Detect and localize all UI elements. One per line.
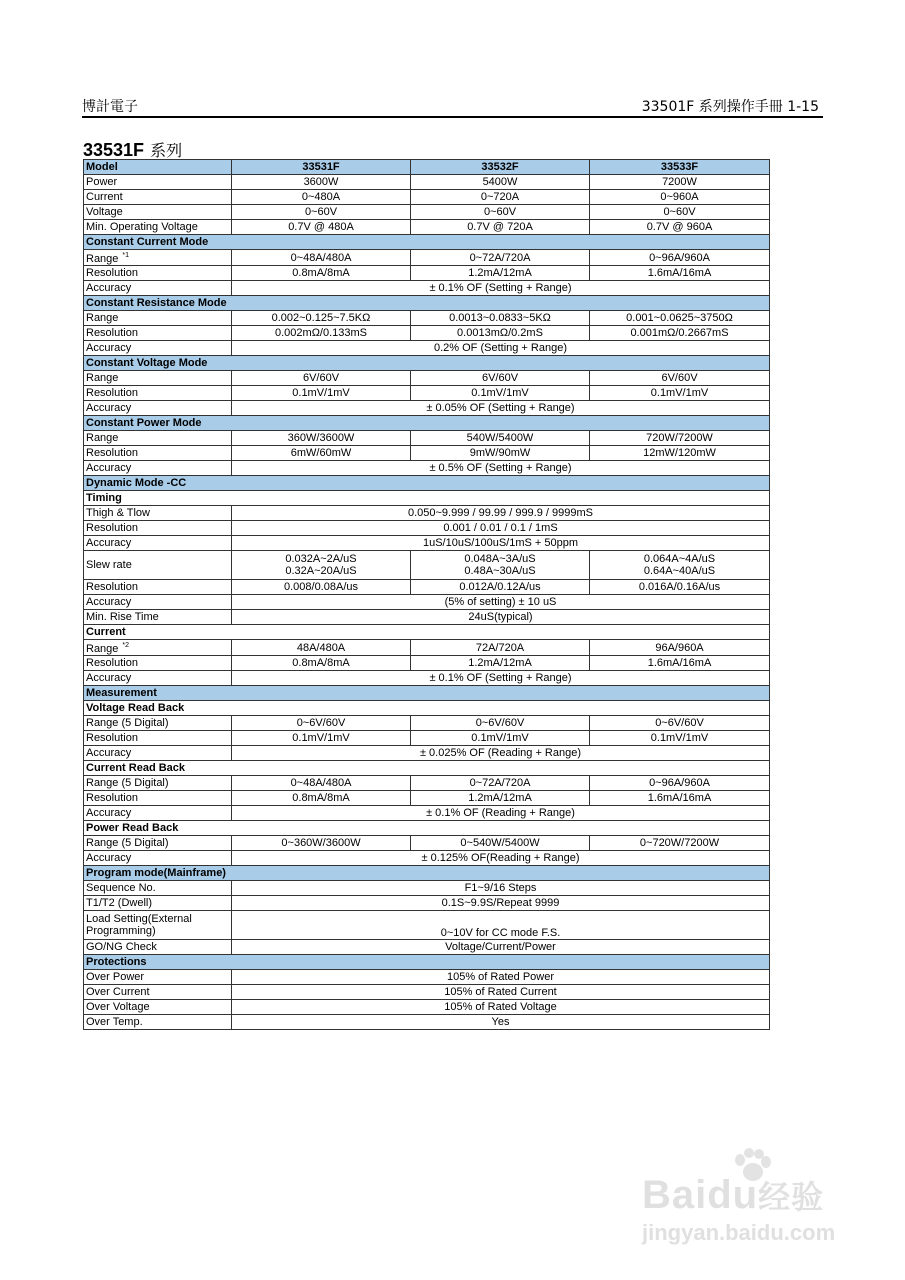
table-cell: 0~72A/720A: [411, 250, 590, 266]
table-row: [84, 911, 770, 940]
table-cell: 0~96A/960A: [590, 776, 770, 791]
footnote-mark: *2: [122, 642, 130, 649]
table-cell: 105% of Rated Power: [232, 970, 770, 985]
table-cell: Accuracy: [84, 461, 232, 476]
footnote-mark: *1: [122, 252, 130, 259]
table-cell: Dynamic Mode -CC: [84, 476, 770, 491]
table-cell: 72A/720A: [411, 640, 590, 656]
table-cell: 0.1S~9.9S/Repeat 9999: [232, 896, 770, 911]
table-row: [84, 175, 770, 190]
table-row: [84, 671, 770, 686]
table-cell: Min. Operating Voltage: [84, 220, 232, 235]
table-cell: 0.016A/0.16A/us: [590, 580, 770, 595]
table-row: [84, 536, 770, 551]
table-row: [84, 610, 770, 625]
table-cell: Thigh & Tlow: [84, 506, 232, 521]
section-row: [84, 476, 770, 491]
table-cell: T1/T2 (Dwell): [84, 896, 232, 911]
table-cell: 33532F: [411, 160, 590, 175]
table-cell: Voltage/Current/Power: [232, 940, 770, 955]
cell-line: 0.032A~2A/uS: [285, 553, 357, 565]
table-cell: 1uS/10uS/100uS/1mS + 50ppm: [232, 536, 770, 551]
table-cell: ± 0.025% OF (Reading + Range): [232, 746, 770, 761]
cell-line: 0.048A~3A/uS: [464, 553, 536, 565]
table-cell: Resolution: [84, 656, 232, 671]
table-cell: (5% of setting) ± 10 uS: [232, 595, 770, 610]
table-cell: 0.7V @ 720A: [411, 220, 590, 235]
table-cell: 0.7V @ 960A: [590, 220, 770, 235]
watermark-url: jingyan.baidu.com: [642, 1220, 836, 1245]
table-cell: ± 0.5% OF (Setting + Range): [232, 461, 770, 476]
table-cell: 7200W: [590, 175, 770, 190]
table-cell: Constant Power Mode: [84, 416, 770, 431]
table-cell: Power Read Back: [84, 821, 770, 836]
table-row: [84, 446, 770, 461]
table-cell: 360W/3600W: [232, 431, 411, 446]
baidu-watermark: [640, 1148, 870, 1248]
table-cell: Resolution: [84, 386, 232, 401]
table-cell: Accuracy: [84, 746, 232, 761]
table-cell: Resolution: [84, 266, 232, 281]
table-cell: 1.6mA/16mA: [590, 656, 770, 671]
table-cell: Resolution: [84, 326, 232, 341]
table-cell: 1.2mA/12mA: [411, 656, 590, 671]
section-row: [84, 296, 770, 311]
table-cell: 6mW/60mW: [232, 446, 411, 461]
table-row: [84, 205, 770, 220]
table-cell: Measurement: [84, 686, 770, 701]
section-row: [84, 356, 770, 371]
table-cell: Model: [84, 160, 232, 175]
table-row: [84, 716, 770, 731]
table-cell: 0~720A: [411, 190, 590, 205]
table-cell: Sequence No.: [84, 881, 232, 896]
table-cell: Voltage Read Back: [84, 701, 770, 716]
table-cell: Range (5 Digital): [84, 716, 232, 731]
table-cell: 6V/60V: [232, 371, 411, 386]
subsection-row: [84, 821, 770, 836]
table-cell: Voltage: [84, 205, 232, 220]
table-cell: 0.001~0.0625~3750Ω: [590, 311, 770, 326]
table-cell: [84, 911, 232, 940]
table-cell: 0.8mA/8mA: [232, 266, 411, 281]
table-row: [84, 985, 770, 1000]
table-cell: Resolution: [84, 791, 232, 806]
table-cell: Constant Current Mode: [84, 235, 770, 250]
table-cell: Constant Resistance Mode: [84, 296, 770, 311]
table-cell: Slew rate: [84, 551, 232, 580]
table-cell: 0~540W/5400W: [411, 836, 590, 851]
table-cell: Resolution: [84, 580, 232, 595]
subsection-row: [84, 625, 770, 640]
table-row: [84, 521, 770, 536]
table-cell: 0~72A/720A: [411, 776, 590, 791]
table-cell: 0.2% OF (Setting + Range): [232, 341, 770, 356]
table-cell: Range: [84, 431, 232, 446]
cell-line: 0.064A~4A/uS: [643, 553, 716, 565]
manual-page-ref: 33501F 系列操作手冊 1-15: [641, 99, 819, 115]
table-cell: 0.1mV/1mV: [411, 731, 590, 746]
table-row: [84, 266, 770, 281]
table-cell: 0~60V: [232, 205, 411, 220]
table-cell: 0~60V: [590, 205, 770, 220]
table-cell: Current: [84, 625, 770, 640]
table-cell: 12mW/120mW: [590, 446, 770, 461]
table-row: [84, 940, 770, 955]
table-row: [84, 371, 770, 386]
cell-line: Programming): [86, 925, 156, 937]
table-row: [84, 656, 770, 671]
section-row: [84, 866, 770, 881]
table-cell: Accuracy: [84, 671, 232, 686]
table-cell: Accuracy: [84, 851, 232, 866]
table-cell: Current Read Back: [84, 761, 770, 776]
table-row: [84, 746, 770, 761]
table-cell: Range: [84, 371, 232, 386]
table-cell: [232, 551, 411, 580]
section-row: [84, 416, 770, 431]
table-row: [84, 731, 770, 746]
table-cell: Constant Voltage Mode: [84, 356, 770, 371]
table-row: [84, 580, 770, 595]
table-cell: 0.0013mΩ/0.2mS: [411, 326, 590, 341]
table-cell: Range (5 Digital): [84, 836, 232, 851]
table-row: [84, 791, 770, 806]
table-cell: 9mW/90mW: [411, 446, 590, 461]
cell-line: 0.48A~30A/uS: [464, 565, 536, 577]
table-cell: Accuracy: [84, 536, 232, 551]
table-row: [84, 896, 770, 911]
table-cell: 105% of Rated Voltage: [232, 1000, 770, 1015]
table-cell: Resolution: [84, 446, 232, 461]
table-cell: 0.1mV/1mV: [232, 731, 411, 746]
table-cell: 0.8mA/8mA: [232, 791, 411, 806]
table-cell: Range $^{*2}$: [84, 640, 232, 656]
table-cell: Resolution: [84, 521, 232, 536]
table-cell: 0~96A/960A: [590, 250, 770, 266]
subsection-row: [84, 701, 770, 716]
table-row: [84, 1015, 770, 1030]
table-cell: Over Voltage: [84, 1000, 232, 1015]
subsection-row: [84, 491, 770, 506]
table-row: [84, 250, 770, 266]
table-row: [84, 431, 770, 446]
table-cell: 0.1mV/1mV: [590, 731, 770, 746]
table-cell: 6V/60V: [590, 371, 770, 386]
table-cell: 0~48A/480A: [232, 250, 411, 266]
table-cell: 0~960A: [590, 190, 770, 205]
table-header-row: [84, 160, 770, 175]
table-cell: Accuracy: [84, 341, 232, 356]
table-cell: 1.2mA/12mA: [411, 791, 590, 806]
table-cell: ± 0.1% OF (Reading + Range): [232, 806, 770, 821]
table-cell: Accuracy: [84, 806, 232, 821]
table-cell: 0.001 / 0.01 / 0.1 / 1mS: [232, 521, 770, 536]
table-cell: Timing: [84, 491, 770, 506]
title-model: 33531F: [83, 140, 145, 160]
table-row: [84, 806, 770, 821]
table-cell: ± 0.1% OF (Setting + Range): [232, 671, 770, 686]
table-cell: 0~6V/60V: [411, 716, 590, 731]
table-row: [84, 506, 770, 521]
table-cell: Accuracy: [84, 595, 232, 610]
cell-line: Load Setting(External: [86, 913, 192, 925]
table-cell: Yes: [232, 1015, 770, 1030]
table-row: [84, 851, 770, 866]
table-cell: Resolution: [84, 731, 232, 746]
table-cell: 24uS(typical): [232, 610, 770, 625]
table-cell: Over Current: [84, 985, 232, 1000]
table-cell: Program mode(Mainframe): [84, 866, 770, 881]
table-cell: 0.050~9.999 / 99.99 / 999.9 / 9999mS: [232, 506, 770, 521]
subsection-row: [84, 761, 770, 776]
table-cell: F1~9/16 Steps: [232, 881, 770, 896]
table-cell: 48A/480A: [232, 640, 411, 656]
table-cell: 5400W: [411, 175, 590, 190]
table-cell: 0.1mV/1mV: [411, 386, 590, 401]
table-row: [84, 881, 770, 896]
table-row: [84, 220, 770, 235]
table-cell: 3600W: [232, 175, 411, 190]
table-cell: 0.7V @ 480A: [232, 220, 411, 235]
table-cell: [590, 551, 770, 580]
table-cell: 6V/60V: [411, 371, 590, 386]
table-row: [84, 595, 770, 610]
table-cell: 0.8mA/8mA: [232, 656, 411, 671]
table-cell: 720W/7200W: [590, 431, 770, 446]
table-cell: 0.012A/0.12A/us: [411, 580, 590, 595]
table-row: [84, 190, 770, 205]
table-row: [84, 461, 770, 476]
cell-line: 0.32A~20A/uS: [285, 565, 357, 577]
section-title: [83, 138, 182, 161]
table-cell: 0~10V for CC mode F.S.: [232, 911, 770, 940]
table-row: [84, 386, 770, 401]
table-cell: 0~60V: [411, 205, 590, 220]
table-cell: 0~6V/60V: [232, 716, 411, 731]
table-row: [84, 281, 770, 296]
table-row: [84, 776, 770, 791]
table-cell: 33531F: [232, 160, 411, 175]
table-cell: [411, 551, 590, 580]
table-cell: 0~360W/3600W: [232, 836, 411, 851]
table-cell: Accuracy: [84, 281, 232, 296]
section-row: [84, 686, 770, 701]
table-row: [84, 341, 770, 356]
table-cell: 0~480A: [232, 190, 411, 205]
table-row: [84, 551, 770, 580]
table-cell: 0~6V/60V: [590, 716, 770, 731]
table-cell: Accuracy: [84, 401, 232, 416]
table-cell: Range: [84, 311, 232, 326]
table-row: [84, 311, 770, 326]
table-cell: 0.008/0.08A/us: [232, 580, 411, 595]
table-row: [84, 326, 770, 341]
table-cell: ± 0.1% OF (Setting + Range): [232, 281, 770, 296]
table-cell: 0.002~0.125~7.5KΩ: [232, 311, 411, 326]
table-cell: 96A/960A: [590, 640, 770, 656]
spec-table: [83, 159, 770, 1030]
table-row: [84, 970, 770, 985]
table-row: [84, 401, 770, 416]
table-cell: Current: [84, 190, 232, 205]
table-cell: GO/NG Check: [84, 940, 232, 955]
section-row: [84, 235, 770, 250]
table-row: [84, 640, 770, 656]
table-cell: ± 0.05% OF (Setting + Range): [232, 401, 770, 416]
section-row: [84, 955, 770, 970]
table-cell: 0.002mΩ/0.133mS: [232, 326, 411, 341]
table-cell: 0.1mV/1mV: [232, 386, 411, 401]
table-cell: Min. Rise Time: [84, 610, 232, 625]
table-cell: 0.1mV/1mV: [590, 386, 770, 401]
table-cell: Range $^{*1}$: [84, 250, 232, 266]
table-cell: 1.6mA/16mA: [590, 266, 770, 281]
table-cell: 0.0013~0.0833~5KΩ: [411, 311, 590, 326]
company-name: 博計電子: [82, 99, 138, 115]
table-cell: 33533F: [590, 160, 770, 175]
table-cell: 0.001mΩ/0.2667mS: [590, 326, 770, 341]
table-cell: 105% of Rated Current: [232, 985, 770, 1000]
table-cell: Over Power: [84, 970, 232, 985]
table-cell: 0~48A/480A: [232, 776, 411, 791]
table-cell: 1.2mA/12mA: [411, 266, 590, 281]
watermark-brand: Baidu经验: [642, 1173, 825, 1217]
table-cell: Over Temp.: [84, 1015, 232, 1030]
table-cell: Protections: [84, 955, 770, 970]
table-cell: 0~720W/7200W: [590, 836, 770, 851]
cell-line: 0.64A~40A/uS: [643, 565, 716, 577]
table-cell: 540W/5400W: [411, 431, 590, 446]
title-series: 系列: [150, 141, 183, 160]
table-row: [84, 836, 770, 851]
table-cell: Range (5 Digital): [84, 776, 232, 791]
table-cell: 1.6mA/16mA: [590, 791, 770, 806]
table-row: [84, 1000, 770, 1015]
page-header: [82, 94, 823, 118]
table-cell: ± 0.125% OF(Reading + Range): [232, 851, 770, 866]
table-cell: Power: [84, 175, 232, 190]
